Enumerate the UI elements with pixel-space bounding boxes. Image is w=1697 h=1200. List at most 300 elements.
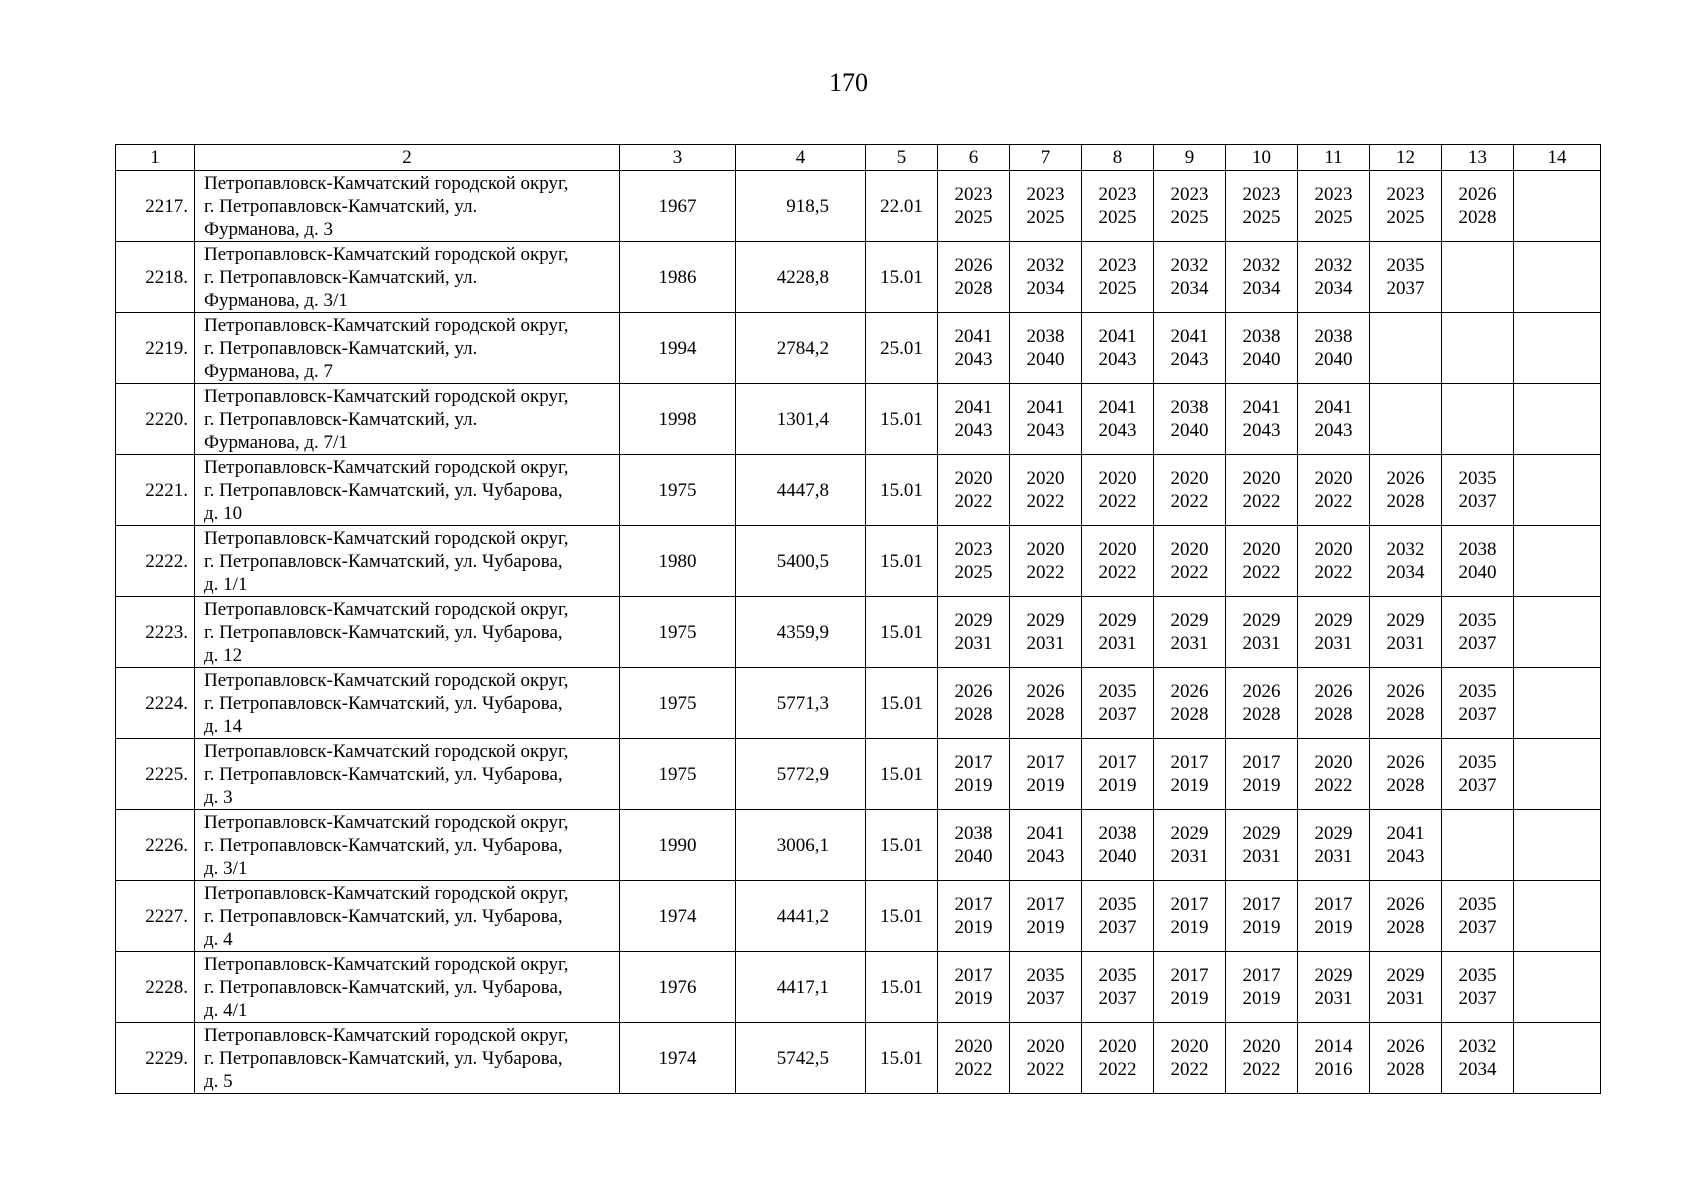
period-end-year: 2043 <box>1098 420 1137 441</box>
column-header: 6 <box>938 145 1010 171</box>
period-end-year: 2022 <box>1098 1059 1137 1080</box>
build-year-cell: 1975 <box>620 597 736 668</box>
period-end-year: 2019 <box>954 988 993 1009</box>
period-cell <box>1082 242 1154 313</box>
period-cell <box>1442 171 1514 242</box>
period-cell <box>1082 1023 1154 1094</box>
period-end-year: 2037 <box>1458 917 1497 938</box>
period-start-year: 2023 <box>1314 184 1353 205</box>
address-line: г. Петропавловск-Камчатский, ул. <box>204 337 478 359</box>
period-start-year: 2023 <box>1242 184 1281 205</box>
period-cell <box>1298 1023 1370 1094</box>
address-line: г. Петропавловск-Камчатский, ул. Чубарова, <box>204 976 563 998</box>
period-cell <box>1226 739 1298 810</box>
period-end-year: 2028 <box>1458 207 1497 228</box>
period-start-year: 2032 <box>1386 539 1425 560</box>
period-start-year: 2026 <box>1026 681 1065 702</box>
period-cell <box>1226 952 1298 1023</box>
period-start-year: 2035 <box>1098 894 1137 915</box>
period-start-year: 2020 <box>1026 539 1065 560</box>
period-cell <box>1514 810 1601 881</box>
period-end-year: 2028 <box>1386 491 1425 512</box>
period-cell <box>1154 881 1226 952</box>
period-cell <box>1154 952 1226 1023</box>
address-line: г. Петропавловск-Камчатский, ул. Чубарова, <box>204 621 563 643</box>
period-start-year: 2032 <box>1314 255 1353 276</box>
period-end-year: 2028 <box>1386 704 1425 725</box>
period-cell <box>1514 384 1601 455</box>
period-cell <box>938 455 1010 526</box>
period-cell <box>1370 739 1442 810</box>
period-start-year: 2041 <box>1026 823 1065 844</box>
period-cell <box>1082 171 1154 242</box>
period-end-year: 2040 <box>1026 349 1065 370</box>
period-cell <box>938 313 1010 384</box>
period-start-year: 2026 <box>1170 681 1209 702</box>
period-start-year: 2026 <box>1458 184 1497 205</box>
period-cell <box>1010 455 1082 526</box>
column-header: 8 <box>1082 145 1154 171</box>
address-line: д. 14 <box>204 715 243 737</box>
period-start-year: 2041 <box>1242 397 1281 418</box>
period-end-year: 2025 <box>954 562 993 583</box>
period-cell <box>1010 526 1082 597</box>
period-start-year: 2041 <box>1098 397 1137 418</box>
row-number-cell: 2228. <box>116 952 195 1023</box>
period-end-year: 2031 <box>1026 633 1065 654</box>
address-line: Петропавловск-Камчатский городской округ, <box>204 740 569 762</box>
period-cell <box>1154 597 1226 668</box>
build-year-cell: 1998 <box>620 384 736 455</box>
row-number-cell: 2222. <box>116 526 195 597</box>
period-start-year: 2020 <box>1242 539 1281 560</box>
code-cell: 22.01 <box>866 171 938 242</box>
address-cell <box>195 171 620 242</box>
period-end-year: 2022 <box>1314 775 1353 796</box>
column-header: 10 <box>1226 145 1298 171</box>
period-end-year: 2037 <box>1458 988 1497 1009</box>
table-row <box>116 384 1601 455</box>
period-end-year: 2043 <box>1242 420 1281 441</box>
period-start-year: 2041 <box>1386 823 1425 844</box>
period-end-year: 2022 <box>1170 1059 1209 1080</box>
period-end-year: 2022 <box>1170 562 1209 583</box>
period-cell <box>1442 668 1514 739</box>
period-start-year: 2026 <box>1386 681 1425 702</box>
period-cell <box>1442 242 1514 313</box>
code-cell: 15.01 <box>866 952 938 1023</box>
period-end-year: 2025 <box>1386 207 1425 228</box>
area-cell: 1301,4 <box>736 384 866 455</box>
address-line: Петропавловск-Камчатский городской округ, <box>204 598 569 620</box>
build-year-cell: 1990 <box>620 810 736 881</box>
area-cell: 3006,1 <box>736 810 866 881</box>
period-cell <box>1298 810 1370 881</box>
period-start-year: 2020 <box>1098 1036 1137 1057</box>
period-end-year: 2028 <box>954 278 993 299</box>
address-cell <box>195 455 620 526</box>
period-start-year: 2023 <box>1026 184 1065 205</box>
period-end-year: 2028 <box>1386 1059 1425 1080</box>
period-cell <box>938 1023 1010 1094</box>
period-cell <box>1226 668 1298 739</box>
build-year-cell: 1994 <box>620 313 736 384</box>
period-start-year: 2038 <box>1098 823 1137 844</box>
period-start-year: 2029 <box>1170 823 1209 844</box>
period-end-year: 2022 <box>1314 491 1353 512</box>
column-header: 2 <box>195 145 620 171</box>
period-start-year: 2041 <box>954 326 993 347</box>
area-cell: 5772,9 <box>736 739 866 810</box>
period-end-year: 2025 <box>1026 207 1065 228</box>
address-cell <box>195 1023 620 1094</box>
address-cell <box>195 881 620 952</box>
period-end-year: 2034 <box>1242 278 1281 299</box>
period-cell <box>1226 455 1298 526</box>
code-cell: 15.01 <box>866 739 938 810</box>
period-cell <box>1010 384 1082 455</box>
period-cell <box>1514 597 1601 668</box>
period-cell <box>938 384 1010 455</box>
period-cell <box>1154 313 1226 384</box>
period-cell <box>1082 881 1154 952</box>
period-cell <box>1154 668 1226 739</box>
period-end-year: 2025 <box>1098 207 1137 228</box>
period-start-year: 2020 <box>1026 1036 1065 1057</box>
period-start-year: 2038 <box>1026 326 1065 347</box>
period-end-year: 2043 <box>1098 349 1137 370</box>
area-cell: 4447,8 <box>736 455 866 526</box>
period-end-year: 2019 <box>1242 988 1281 1009</box>
period-cell <box>1082 668 1154 739</box>
table-row <box>116 313 1601 384</box>
period-end-year: 2037 <box>1458 633 1497 654</box>
row-number-cell: 2219. <box>116 313 195 384</box>
period-start-year: 2032 <box>1242 255 1281 276</box>
period-cell <box>1370 881 1442 952</box>
period-end-year: 2031 <box>1170 633 1209 654</box>
address-line: д. 3 <box>204 786 233 808</box>
address-cell <box>195 810 620 881</box>
period-cell <box>1010 597 1082 668</box>
table-row <box>116 1023 1601 1094</box>
period-start-year: 2032 <box>1170 255 1209 276</box>
area-cell: 4441,2 <box>736 881 866 952</box>
period-cell <box>1514 171 1601 242</box>
period-cell <box>938 526 1010 597</box>
period-start-year: 2023 <box>1098 184 1137 205</box>
period-start-year: 2020 <box>954 468 993 489</box>
period-start-year: 2017 <box>954 965 993 986</box>
period-end-year: 2022 <box>1098 491 1137 512</box>
period-cell <box>1298 313 1370 384</box>
period-start-year: 2020 <box>1314 539 1353 560</box>
period-end-year: 2022 <box>1242 562 1281 583</box>
build-year-cell: 1980 <box>620 526 736 597</box>
period-end-year: 2019 <box>1170 917 1209 938</box>
period-start-year: 2026 <box>1386 1036 1425 1057</box>
period-end-year: 2043 <box>954 349 993 370</box>
address-line: д. 4 <box>204 928 233 950</box>
period-end-year: 2031 <box>1242 633 1281 654</box>
period-cell <box>1082 313 1154 384</box>
address-line: Фурманова, д. 3 <box>204 218 334 240</box>
period-cell <box>1298 242 1370 313</box>
period-start-year: 2023 <box>1386 184 1425 205</box>
area-cell: 5742,5 <box>736 1023 866 1094</box>
period-end-year: 2031 <box>1314 988 1353 1009</box>
address-line: Петропавловск-Камчатский городской округ, <box>204 1024 569 1046</box>
address-line: Петропавловск-Камчатский городской округ, <box>204 385 569 407</box>
column-header: 1 <box>116 145 195 171</box>
period-cell <box>1010 1023 1082 1094</box>
period-cell <box>1082 526 1154 597</box>
period-cell <box>1370 597 1442 668</box>
period-start-year: 2035 <box>1098 681 1137 702</box>
row-number-cell: 2224. <box>116 668 195 739</box>
period-end-year: 2019 <box>1026 775 1065 796</box>
period-end-year: 2022 <box>1314 562 1353 583</box>
address-cell <box>195 313 620 384</box>
period-end-year: 2037 <box>1458 704 1497 725</box>
address-line: Фурманова, д. 7 <box>204 360 334 382</box>
column-header: 3 <box>620 145 736 171</box>
period-cell <box>1442 739 1514 810</box>
period-end-year: 2043 <box>1170 349 1209 370</box>
address-line: г. Петропавловск-Камчатский, ул. <box>204 408 478 430</box>
period-start-year: 2035 <box>1098 965 1137 986</box>
row-number-cell: 2225. <box>116 739 195 810</box>
period-end-year: 2019 <box>1170 775 1209 796</box>
period-cell <box>1370 242 1442 313</box>
period-end-year: 2043 <box>1026 420 1065 441</box>
period-start-year: 2020 <box>1170 1036 1209 1057</box>
period-cell <box>1154 526 1226 597</box>
period-start-year: 2020 <box>1314 752 1353 773</box>
period-cell <box>1370 171 1442 242</box>
area-cell: 5771,3 <box>736 668 866 739</box>
code-cell: 15.01 <box>866 810 938 881</box>
period-cell <box>1082 952 1154 1023</box>
period-cell <box>1010 881 1082 952</box>
period-start-year: 2029 <box>1386 610 1425 631</box>
period-end-year: 2022 <box>954 1059 993 1080</box>
period-cell <box>1298 384 1370 455</box>
period-end-year: 2028 <box>954 704 993 725</box>
period-end-year: 2034 <box>1386 562 1425 583</box>
row-number-cell: 2220. <box>116 384 195 455</box>
address-line: г. Петропавловск-Камчатский, ул. <box>204 195 478 217</box>
period-cell <box>1154 455 1226 526</box>
period-cell <box>1514 952 1601 1023</box>
period-end-year: 2022 <box>1026 1059 1065 1080</box>
period-end-year: 2040 <box>1458 562 1497 583</box>
row-number-cell: 2229. <box>116 1023 195 1094</box>
address-cell <box>195 242 620 313</box>
period-start-year: 2029 <box>1314 965 1353 986</box>
period-cell <box>1226 881 1298 952</box>
period-start-year: 2017 <box>1170 752 1209 773</box>
period-end-year: 2031 <box>1386 988 1425 1009</box>
period-start-year: 2041 <box>954 397 993 418</box>
period-start-year: 2017 <box>954 752 993 773</box>
period-end-year: 2019 <box>1242 917 1281 938</box>
period-cell <box>1154 810 1226 881</box>
period-end-year: 2016 <box>1314 1059 1353 1080</box>
code-cell: 15.01 <box>866 597 938 668</box>
period-cell <box>1370 1023 1442 1094</box>
column-header: 4 <box>736 145 866 171</box>
address-line: д. 4/1 <box>204 999 248 1021</box>
code-cell: 15.01 <box>866 384 938 455</box>
period-start-year: 2017 <box>1026 894 1065 915</box>
period-end-year: 2028 <box>1386 917 1425 938</box>
period-cell <box>1298 171 1370 242</box>
table-row <box>116 597 1601 668</box>
build-year-cell: 1975 <box>620 668 736 739</box>
period-cell <box>1442 597 1514 668</box>
period-end-year: 2037 <box>1386 278 1425 299</box>
period-cell <box>1370 810 1442 881</box>
period-cell <box>1010 313 1082 384</box>
build-year-cell: 1967 <box>620 171 736 242</box>
period-cell <box>1226 597 1298 668</box>
period-cell <box>1082 597 1154 668</box>
build-year-cell: 1975 <box>620 455 736 526</box>
period-cell <box>938 739 1010 810</box>
period-start-year: 2020 <box>1242 1036 1281 1057</box>
period-start-year: 2035 <box>1386 255 1425 276</box>
address-line: Петропавловск-Камчатский городской округ, <box>204 243 569 265</box>
address-line: Петропавловск-Камчатский городской округ, <box>204 882 569 904</box>
build-year-cell: 1976 <box>620 952 736 1023</box>
address-line: Фурманова, д. 3/1 <box>204 289 348 311</box>
period-end-year: 2037 <box>1458 775 1497 796</box>
period-cell <box>938 810 1010 881</box>
period-end-year: 2037 <box>1458 491 1497 512</box>
code-cell: 15.01 <box>866 1023 938 1094</box>
period-start-year: 2038 <box>954 823 993 844</box>
period-cell <box>1154 384 1226 455</box>
period-end-year: 2040 <box>1242 349 1281 370</box>
period-cell <box>1082 739 1154 810</box>
period-end-year: 2019 <box>1170 988 1209 1009</box>
period-cell <box>1370 313 1442 384</box>
address-line: г. Петропавловск-Камчатский, ул. Чубарова, <box>204 1047 563 1069</box>
period-end-year: 2031 <box>1314 846 1353 867</box>
period-start-year: 2026 <box>1386 752 1425 773</box>
period-start-year: 2038 <box>1170 397 1209 418</box>
registry-table <box>115 144 1601 1094</box>
period-start-year: 2020 <box>954 1036 993 1057</box>
period-cell <box>1370 384 1442 455</box>
period-cell <box>1226 171 1298 242</box>
period-cell <box>1514 242 1601 313</box>
period-end-year: 2025 <box>1242 207 1281 228</box>
address-line: г. Петропавловск-Камчатский, ул. Чубарова, <box>204 763 563 785</box>
period-cell <box>1226 384 1298 455</box>
period-cell <box>1298 881 1370 952</box>
area-cell: 4359,9 <box>736 597 866 668</box>
period-start-year: 2023 <box>954 539 993 560</box>
period-start-year: 2029 <box>1314 610 1353 631</box>
address-line: д. 10 <box>204 502 243 524</box>
period-start-year: 2029 <box>1242 610 1281 631</box>
address-line: Петропавловск-Камчатский городской округ, <box>204 669 569 691</box>
period-cell <box>1442 952 1514 1023</box>
table-row <box>116 810 1601 881</box>
period-end-year: 2022 <box>1242 1059 1281 1080</box>
build-year-cell: 1975 <box>620 739 736 810</box>
period-cell <box>1226 313 1298 384</box>
period-end-year: 2037 <box>1098 917 1137 938</box>
period-start-year: 2020 <box>1098 539 1137 560</box>
period-start-year: 2020 <box>1098 468 1137 489</box>
address-line: Петропавловск-Камчатский городской округ, <box>204 456 569 478</box>
period-end-year: 2034 <box>1170 278 1209 299</box>
period-start-year: 2017 <box>1098 752 1137 773</box>
column-header: 7 <box>1010 145 1082 171</box>
address-line: Петропавловск-Камчатский городской округ, <box>204 811 569 833</box>
period-cell <box>1298 668 1370 739</box>
period-cell <box>1370 455 1442 526</box>
address-cell <box>195 668 620 739</box>
period-start-year: 2041 <box>1314 397 1353 418</box>
period-end-year: 2022 <box>1026 562 1065 583</box>
build-year-cell: 1974 <box>620 1023 736 1094</box>
period-start-year: 2029 <box>1314 823 1353 844</box>
code-cell: 15.01 <box>866 242 938 313</box>
row-number-cell: 2223. <box>116 597 195 668</box>
address-line: д. 1/1 <box>204 573 248 595</box>
address-cell <box>195 597 620 668</box>
period-end-year: 2019 <box>954 775 993 796</box>
period-start-year: 2026 <box>1242 681 1281 702</box>
period-start-year: 2041 <box>1170 326 1209 347</box>
address-line: д. 12 <box>204 644 243 666</box>
table-row <box>116 242 1601 313</box>
period-end-year: 2025 <box>1314 207 1353 228</box>
period-cell <box>1298 526 1370 597</box>
column-header: 5 <box>866 145 938 171</box>
period-cell <box>1082 810 1154 881</box>
period-end-year: 2019 <box>1026 917 1065 938</box>
period-start-year: 2020 <box>1170 539 1209 560</box>
address-line: Петропавловск-Камчатский городской округ, <box>204 172 569 194</box>
period-start-year: 2035 <box>1458 894 1497 915</box>
area-cell: 918,5 <box>736 171 866 242</box>
address-line: Петропавловск-Камчатский городской округ, <box>204 527 569 549</box>
period-start-year: 2038 <box>1314 326 1353 347</box>
address-line: г. Петропавловск-Камчатский, ул. Чубарова, <box>204 692 563 714</box>
period-end-year: 2043 <box>1026 846 1065 867</box>
address-cell <box>195 952 620 1023</box>
period-start-year: 2035 <box>1458 610 1497 631</box>
period-cell <box>1298 597 1370 668</box>
table-row <box>116 881 1601 952</box>
period-start-year: 2020 <box>1314 468 1353 489</box>
period-end-year: 2028 <box>1314 704 1353 725</box>
period-start-year: 2014 <box>1314 1036 1353 1057</box>
period-end-year: 2040 <box>1170 420 1209 441</box>
period-start-year: 2029 <box>1098 610 1137 631</box>
period-start-year: 2035 <box>1458 468 1497 489</box>
address-line: Петропавловск-Камчатский городской округ, <box>204 953 569 975</box>
code-cell: 25.01 <box>866 313 938 384</box>
address-line: Фурманова, д. 7/1 <box>204 431 348 453</box>
address-line: г. Петропавловск-Камчатский, ул. Чубарова, <box>204 834 563 856</box>
address-line: г. Петропавловск-Камчатский, ул. Чубарова, <box>204 479 563 501</box>
